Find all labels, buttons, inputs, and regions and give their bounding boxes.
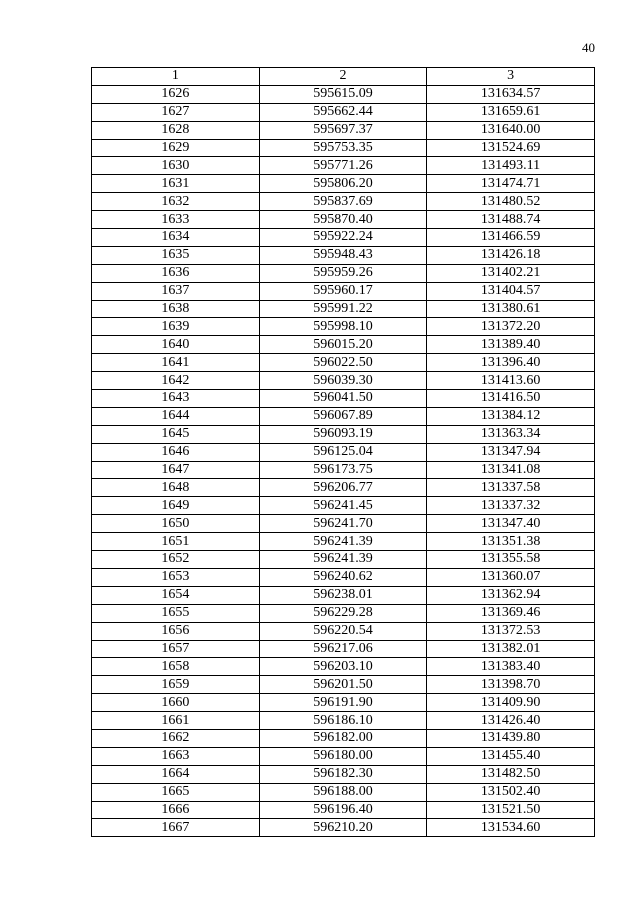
table-row: [92, 193, 595, 211]
table-row: [92, 300, 595, 318]
y-coordinate-cell: 131413.60: [427, 372, 595, 390]
x-coordinate-cell: 595662.44: [259, 103, 427, 121]
point-number-cell: 1639: [92, 318, 260, 336]
table-row: [92, 694, 595, 712]
x-coordinate-cell: 596182.00: [259, 729, 427, 747]
table-row: [92, 568, 595, 586]
table-row: [92, 801, 595, 819]
x-coordinate-cell: 596015.20: [259, 336, 427, 354]
table-row: [92, 211, 595, 229]
point-number-cell: 1648: [92, 479, 260, 497]
y-coordinate-cell: 131534.60: [427, 819, 595, 837]
table-row: [92, 103, 595, 121]
y-coordinate-cell: 131521.50: [427, 801, 595, 819]
table-row: [92, 246, 595, 264]
x-coordinate-cell: 595959.26: [259, 264, 427, 282]
point-number-cell: 1653: [92, 568, 260, 586]
y-coordinate-cell: 131363.34: [427, 425, 595, 443]
table-row: [92, 676, 595, 694]
x-coordinate-cell: 596191.90: [259, 694, 427, 712]
point-number-cell: 1656: [92, 622, 260, 640]
table-row: [92, 783, 595, 801]
x-coordinate-cell: 596240.62: [259, 568, 427, 586]
table-row: [92, 443, 595, 461]
point-number-cell: 1650: [92, 515, 260, 533]
y-coordinate-cell: 131404.57: [427, 282, 595, 300]
x-coordinate-cell: 595991.22: [259, 300, 427, 318]
y-coordinate-cell: 131337.58: [427, 479, 595, 497]
point-number-cell: 1664: [92, 765, 260, 783]
table-row: [92, 622, 595, 640]
x-coordinate-cell: 596229.28: [259, 604, 427, 622]
page-number: 40: [582, 40, 595, 55]
y-coordinate-cell: 131455.40: [427, 747, 595, 765]
y-coordinate-cell: 131439.80: [427, 729, 595, 747]
y-coordinate-cell: 131488.74: [427, 211, 595, 229]
y-coordinate-cell: 131502.40: [427, 783, 595, 801]
point-number-cell: 1651: [92, 533, 260, 551]
table-header-row: [92, 68, 595, 86]
table-row: [92, 515, 595, 533]
table-row: [92, 425, 595, 443]
y-coordinate-cell: 131474.71: [427, 175, 595, 193]
table-row: [92, 604, 595, 622]
point-number-cell: 1646: [92, 443, 260, 461]
x-coordinate-cell: 596217.06: [259, 640, 427, 658]
x-coordinate-cell: 596093.19: [259, 425, 427, 443]
x-coordinate-cell: 595998.10: [259, 318, 427, 336]
x-coordinate-cell: 596180.00: [259, 747, 427, 765]
table-row: [92, 729, 595, 747]
y-coordinate-cell: 131396.40: [427, 354, 595, 372]
y-coordinate-cell: 131398.70: [427, 676, 595, 694]
y-coordinate-cell: 131634.57: [427, 85, 595, 103]
table-row: [92, 372, 595, 390]
table-row: [92, 390, 595, 408]
table-row: [92, 819, 595, 837]
y-coordinate-cell: 131341.08: [427, 461, 595, 479]
x-coordinate-cell: 595697.37: [259, 121, 427, 139]
x-coordinate-cell: 596173.75: [259, 461, 427, 479]
point-number-cell: 1660: [92, 694, 260, 712]
table-row: [92, 139, 595, 157]
x-coordinate-cell: 596186.10: [259, 712, 427, 730]
point-number-cell: 1633: [92, 211, 260, 229]
x-coordinate-cell: 596206.77: [259, 479, 427, 497]
y-coordinate-cell: 131524.69: [427, 139, 595, 157]
table-row: [92, 229, 595, 247]
y-coordinate-cell: 131380.61: [427, 300, 595, 318]
x-coordinate-cell: 595922.24: [259, 229, 427, 247]
point-number-cell: 1630: [92, 157, 260, 175]
table-row: [92, 586, 595, 604]
y-coordinate-cell: 131372.53: [427, 622, 595, 640]
x-coordinate-cell: 596067.89: [259, 407, 427, 425]
point-number-cell: 1643: [92, 390, 260, 408]
x-coordinate-cell: 595870.40: [259, 211, 427, 229]
point-number-cell: 1658: [92, 658, 260, 676]
x-coordinate-cell: 595615.09: [259, 85, 427, 103]
x-coordinate-cell: 595806.20: [259, 175, 427, 193]
point-number-cell: 1661: [92, 712, 260, 730]
point-number-cell: 1642: [92, 372, 260, 390]
point-number-cell: 1632: [92, 193, 260, 211]
point-number-cell: 1652: [92, 551, 260, 569]
table-row: [92, 533, 595, 551]
y-coordinate-cell: 131383.40: [427, 658, 595, 676]
point-number-cell: 1657: [92, 640, 260, 658]
table-row: [92, 407, 595, 425]
y-coordinate-cell: 131351.38: [427, 533, 595, 551]
point-number-cell: 1641: [92, 354, 260, 372]
y-coordinate-cell: 131416.50: [427, 390, 595, 408]
y-coordinate-cell: 131347.94: [427, 443, 595, 461]
point-number-cell: 1635: [92, 246, 260, 264]
x-coordinate-cell: 596241.45: [259, 497, 427, 515]
point-number-cell: 1654: [92, 586, 260, 604]
table-row: [92, 479, 595, 497]
y-coordinate-cell: 131362.94: [427, 586, 595, 604]
table-row: [92, 282, 595, 300]
x-coordinate-cell: 596220.54: [259, 622, 427, 640]
point-number-cell: 1644: [92, 407, 260, 425]
coordinates-table: [91, 67, 595, 837]
column-header-1: 1: [92, 68, 260, 86]
table-body: [92, 85, 595, 836]
y-coordinate-cell: 131382.01: [427, 640, 595, 658]
y-coordinate-cell: 131493.11: [427, 157, 595, 175]
y-coordinate-cell: 131355.58: [427, 551, 595, 569]
column-header-3: 3: [427, 68, 595, 86]
x-coordinate-cell: 596196.40: [259, 801, 427, 819]
y-coordinate-cell: 131337.32: [427, 497, 595, 515]
x-coordinate-cell: 596188.00: [259, 783, 427, 801]
x-coordinate-cell: 596238.01: [259, 586, 427, 604]
point-number-cell: 1629: [92, 139, 260, 157]
table-row: [92, 336, 595, 354]
x-coordinate-cell: 596041.50: [259, 390, 427, 408]
x-coordinate-cell: 596022.50: [259, 354, 427, 372]
table-row: [92, 765, 595, 783]
point-number-cell: 1626: [92, 85, 260, 103]
y-coordinate-cell: 131347.40: [427, 515, 595, 533]
table-row: [92, 318, 595, 336]
point-number-cell: 1638: [92, 300, 260, 318]
table-row: [92, 658, 595, 676]
y-coordinate-cell: 131426.18: [427, 246, 595, 264]
x-coordinate-cell: 595960.17: [259, 282, 427, 300]
y-coordinate-cell: 131659.61: [427, 103, 595, 121]
point-number-cell: 1627: [92, 103, 260, 121]
y-coordinate-cell: 131466.59: [427, 229, 595, 247]
point-number-cell: 1637: [92, 282, 260, 300]
x-coordinate-cell: 596210.20: [259, 819, 427, 837]
table-row: [92, 354, 595, 372]
x-coordinate-cell: 596241.39: [259, 551, 427, 569]
table-row: [92, 121, 595, 139]
point-number-cell: 1663: [92, 747, 260, 765]
x-coordinate-cell: 596039.30: [259, 372, 427, 390]
point-number-cell: 1665: [92, 783, 260, 801]
y-coordinate-cell: 131426.40: [427, 712, 595, 730]
x-coordinate-cell: 595837.69: [259, 193, 427, 211]
y-coordinate-cell: 131480.52: [427, 193, 595, 211]
y-coordinate-cell: 131482.50: [427, 765, 595, 783]
point-number-cell: 1662: [92, 729, 260, 747]
table-row: [92, 461, 595, 479]
table-row: [92, 175, 595, 193]
y-coordinate-cell: 131640.00: [427, 121, 595, 139]
y-coordinate-cell: 131384.12: [427, 407, 595, 425]
x-coordinate-cell: 595753.35: [259, 139, 427, 157]
y-coordinate-cell: 131409.90: [427, 694, 595, 712]
x-coordinate-cell: 595948.43: [259, 246, 427, 264]
column-header-2: 2: [259, 68, 427, 86]
point-number-cell: 1647: [92, 461, 260, 479]
y-coordinate-cell: 131402.21: [427, 264, 595, 282]
table-row: [92, 264, 595, 282]
point-number-cell: 1667: [92, 819, 260, 837]
y-coordinate-cell: 131360.07: [427, 568, 595, 586]
y-coordinate-cell: 131389.40: [427, 336, 595, 354]
x-coordinate-cell: 596241.39: [259, 533, 427, 551]
x-coordinate-cell: 596241.70: [259, 515, 427, 533]
point-number-cell: 1645: [92, 425, 260, 443]
table-row: [92, 157, 595, 175]
point-number-cell: 1659: [92, 676, 260, 694]
table-row: [92, 712, 595, 730]
point-number-cell: 1634: [92, 229, 260, 247]
x-coordinate-cell: 596203.10: [259, 658, 427, 676]
y-coordinate-cell: 131369.46: [427, 604, 595, 622]
point-number-cell: 1649: [92, 497, 260, 515]
table-row: [92, 747, 595, 765]
y-coordinate-cell: 131372.20: [427, 318, 595, 336]
x-coordinate-cell: 596182.30: [259, 765, 427, 783]
table-row: [92, 551, 595, 569]
table-row: [92, 497, 595, 515]
x-coordinate-cell: 595771.26: [259, 157, 427, 175]
x-coordinate-cell: 596201.50: [259, 676, 427, 694]
x-coordinate-cell: 596125.04: [259, 443, 427, 461]
point-number-cell: 1666: [92, 801, 260, 819]
point-number-cell: 1628: [92, 121, 260, 139]
point-number-cell: 1640: [92, 336, 260, 354]
point-number-cell: 1631: [92, 175, 260, 193]
table-row: [92, 85, 595, 103]
point-number-cell: 1655: [92, 604, 260, 622]
point-number-cell: 1636: [92, 264, 260, 282]
table-row: [92, 640, 595, 658]
